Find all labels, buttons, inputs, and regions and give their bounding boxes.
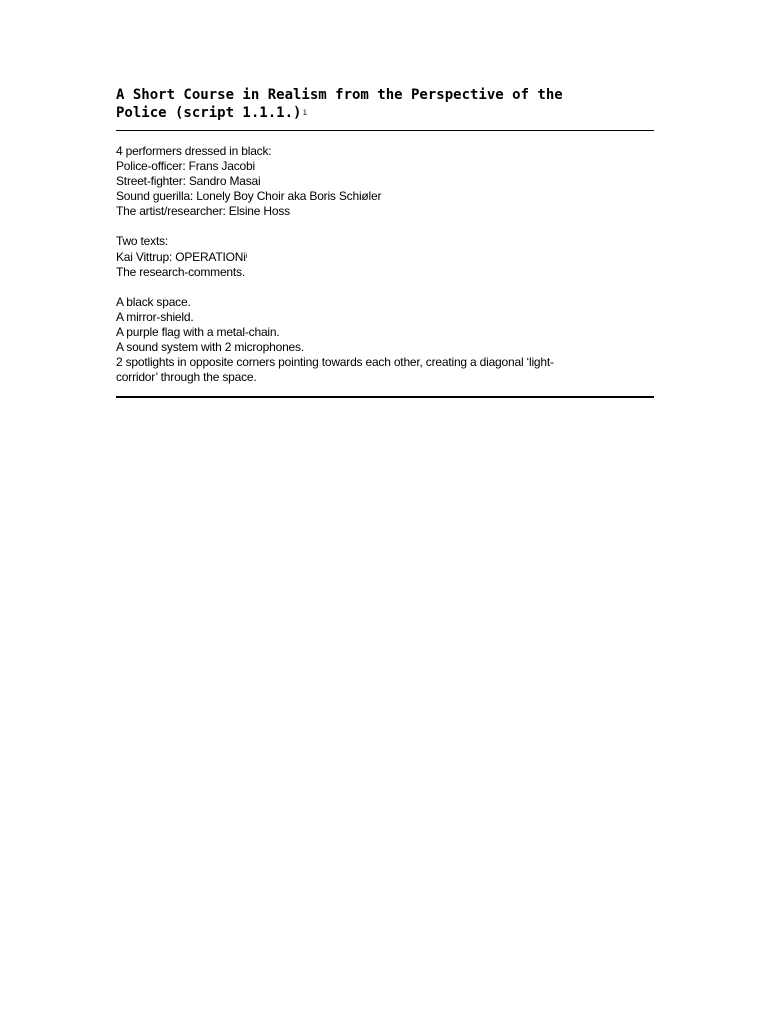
props-line: corridor’ through the space. [116, 370, 257, 384]
title-line-1: A Short Course in Realism from the Perspective of the [116, 87, 563, 103]
document-page [116, 86, 654, 398]
props-section [116, 295, 654, 385]
texts-footnote-marker: i [245, 253, 248, 260]
props-line: A black space. [116, 295, 191, 309]
texts-section [116, 234, 654, 280]
cast-line: Police-officer: Frans Jacobi [116, 159, 255, 173]
cast-line: Street-fighter: Sandro Masai [116, 174, 261, 188]
document-title [116, 86, 654, 122]
texts-line-1: Kai Vittrup: OPERATIONi [116, 250, 246, 264]
props-line: 2 spotlights in opposite corners pointing towards each other, creating a diagonal ‘light- [116, 355, 554, 369]
title-footnote-marker: i [302, 108, 308, 117]
props-line: A sound system with 2 microphones. [116, 340, 304, 354]
cast-heading: 4 performers dressed in black: [116, 144, 272, 158]
props-line: A purple flag with a metal-chain. [116, 325, 280, 339]
props-line: A mirror-shield. [116, 310, 194, 324]
texts-heading: Two texts: [116, 234, 169, 248]
title-line-2: Police (script 1.1.1.) [116, 105, 302, 121]
script-body [116, 144, 654, 385]
bottom-divider [116, 396, 654, 398]
cast-line: Sound guerilla: Lonely Boy Choir aka Boris Schiøler [116, 189, 382, 203]
cast-line: The artist/researcher: Elsine Hoss [116, 204, 290, 218]
cast-section [116, 144, 654, 219]
texts-line-2: The research-comments. [116, 265, 245, 279]
top-divider [116, 130, 654, 131]
